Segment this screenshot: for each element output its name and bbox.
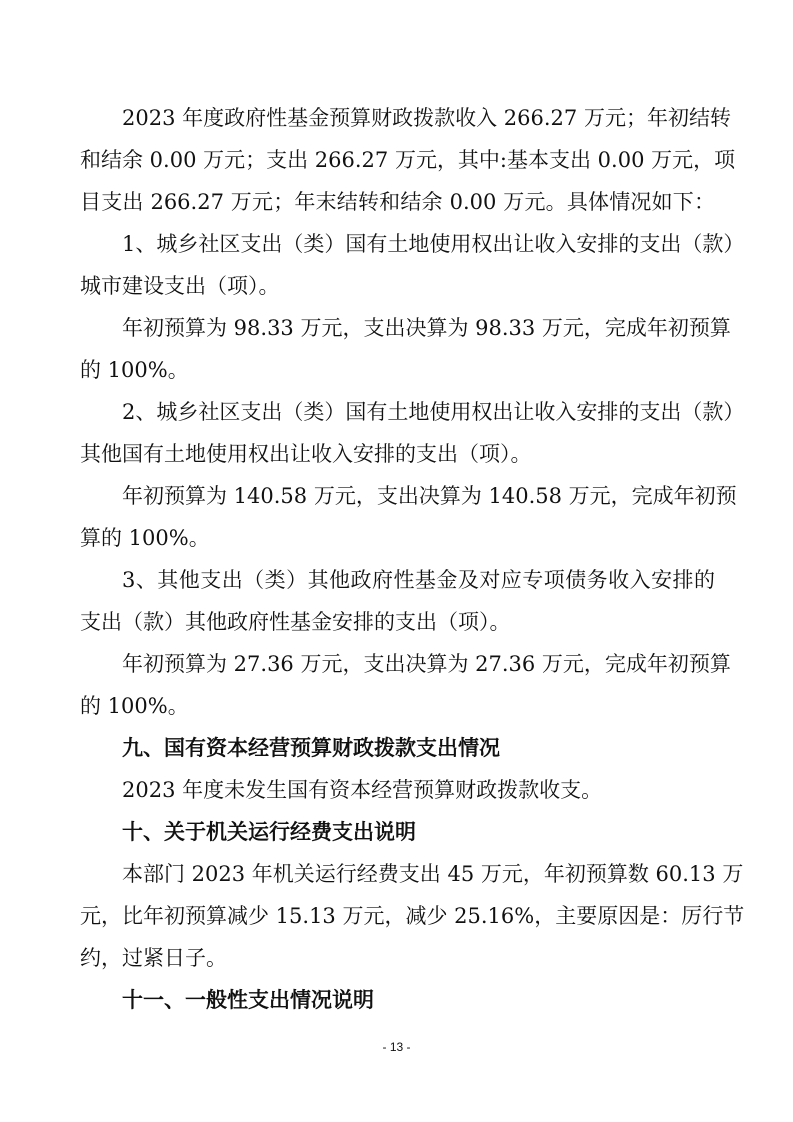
paragraph-line: 年初预算为 140.58 万元，支出决算为 140.58 万元，完成年初预	[122, 484, 737, 508]
section-heading-10: 十、关于机关运行经费支出说明	[122, 820, 416, 844]
paragraph-line: 算的 100%。	[80, 526, 210, 550]
paragraph-line: 3、其他支出（类）其他政府性基金及对应专项债务收入安排的	[122, 568, 715, 592]
paragraph-line: 约，过紧日子。	[80, 946, 227, 970]
page-number: - 13 -	[382, 1040, 411, 1054]
paragraph-line: 支出（款）其他政府性基金安排的支出（项）。	[80, 610, 511, 634]
section-heading-9: 九、国有资本经营预算财政拨款支出情况	[122, 736, 500, 760]
paragraph-line: 元，比年初预算减少 15.13 万元，减少 25.16%，主要原因是：厉行节	[80, 904, 745, 928]
paragraph-line: 本部门 2023 年机关运行经费支出 45 万元，年初预算数 60.13 万	[122, 862, 744, 886]
paragraph-line: 1、城乡社区支出（类）国有土地使用权出让收入安排的支出（款）	[122, 232, 745, 256]
paragraph-line: 2023 年度未发生国有资本经营预算财政拨款收支。	[122, 778, 603, 802]
paragraph-line: 城市建设支出（项）。	[80, 274, 280, 298]
paragraph-line: 和结余 0.00 万元；支出 266.27 万元，其中:基本支出 0.00 万元，项	[80, 148, 736, 172]
paragraph-line: 2023 年度政府性基金预算财政拨款收入 266.27 万元；年初结转	[122, 106, 731, 130]
section-heading-11: 十一、一般性支出情况说明	[122, 988, 374, 1012]
paragraph-line: 其他国有土地使用权出让收入安排的支出（项）。	[80, 442, 532, 466]
paragraph-line: 2、城乡社区支出（类）国有土地使用权出让收入安排的支出（款）	[122, 400, 745, 424]
paragraph-line: 的 100%。	[80, 358, 189, 382]
paragraph-line: 的 100%。	[80, 694, 189, 718]
paragraph-line: 目支出 266.27 万元；年末结转和结余 0.00 万元。具体情况如下：	[80, 190, 715, 214]
paragraph-line: 年初预算为 27.36 万元，支出决算为 27.36 万元，完成年初预算	[122, 652, 731, 676]
paragraph-line: 年初预算为 98.33 万元，支出决算为 98.33 万元，完成年初预算	[122, 316, 731, 340]
